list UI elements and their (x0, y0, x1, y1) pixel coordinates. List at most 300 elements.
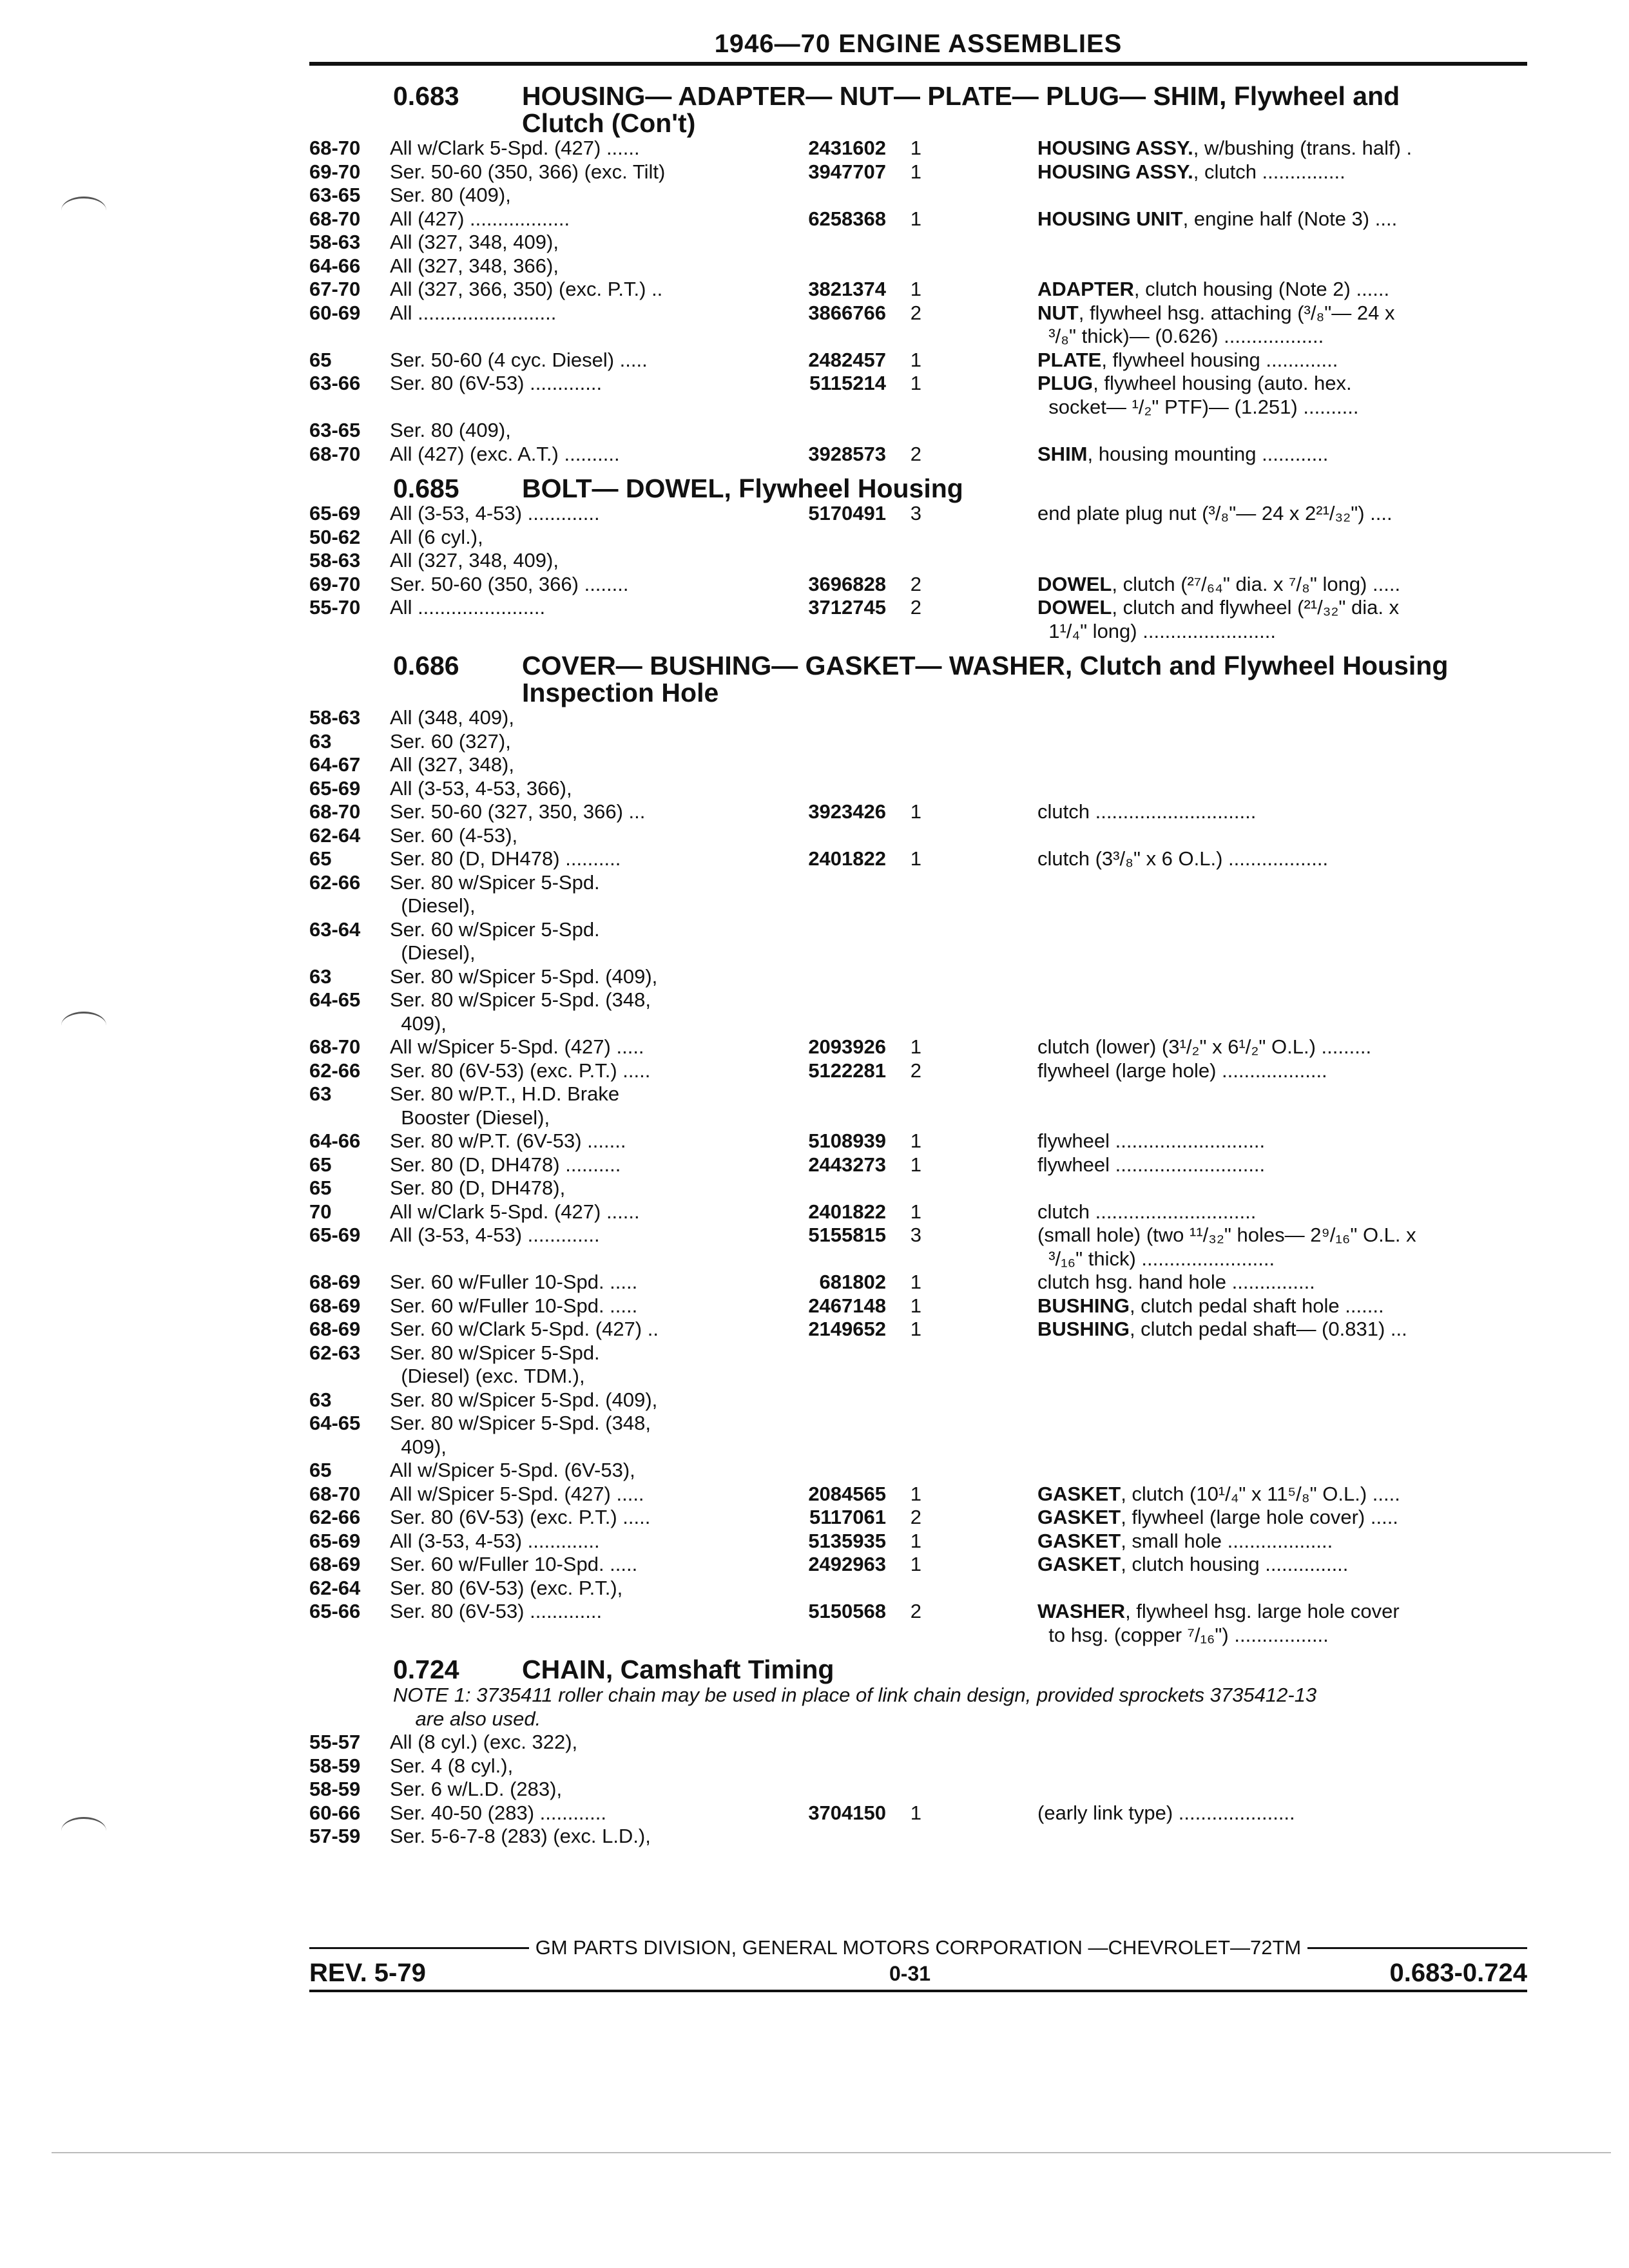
application: Ser. 4 (8 cyl.), (390, 1754, 514, 1777)
parts-row (309, 988, 1527, 1035)
column-gap (921, 965, 1037, 989)
quantity: 1 (910, 800, 921, 823)
part-number: 5117061 (809, 1506, 886, 1528)
parts-row (309, 965, 1527, 989)
parts-row (309, 918, 1527, 965)
application: Ser. 80 w/Spicer 5-Spd. (Diesel), (390, 870, 600, 917)
parts-row (309, 549, 1527, 573)
application: All w/Clark 5-Spd. (427) ...... (390, 137, 640, 159)
part-detail: (early link type) ..................... (1037, 1801, 1295, 1824)
model-years: 62-66 (309, 1059, 361, 1082)
part-number: 3923426 (808, 800, 886, 823)
part-name: GASKET (1037, 1553, 1121, 1575)
column-gap (921, 255, 1037, 278)
column-gap (921, 1483, 1037, 1506)
part-number: 3712745 (808, 596, 886, 619)
part-number (760, 824, 886, 848)
part-number: 3866766 (808, 301, 886, 324)
parts-row (309, 526, 1527, 550)
part-number (760, 1731, 886, 1754)
quantity: 1 (910, 1482, 921, 1505)
column-gap (921, 372, 1037, 419)
description (1037, 372, 1527, 419)
column-gap (921, 1153, 1037, 1177)
model-years: 63 (309, 729, 332, 753)
parts-row (309, 1318, 1527, 1341)
part-number (760, 988, 886, 1035)
description (1037, 800, 1527, 824)
model-years: 68-69 (309, 1294, 361, 1317)
part-number: 3821374 (808, 278, 886, 300)
part-detail: flywheel ........................... (1037, 1153, 1266, 1176)
model-years: 62-63 (309, 1341, 361, 1364)
column-gap (921, 1059, 1037, 1083)
application: Ser. 50-60 (4 cyc. Diesel) ..... (390, 348, 648, 371)
part-detail: , clutch (²⁷/₆₄" dia. x ⁷/₈" long) ..... (1112, 572, 1401, 595)
binding-hole-mark (61, 197, 106, 224)
quantity: 1 (910, 1035, 921, 1058)
quantity: 1 (910, 1529, 921, 1552)
model-years: 68-69 (309, 1271, 361, 1293)
quantity (886, 1778, 921, 1802)
part-number: 3704150 (808, 1801, 886, 1824)
parts-row (309, 278, 1527, 302)
column-gap (921, 777, 1037, 801)
part-number: 2431602 (808, 137, 886, 159)
description (1037, 1129, 1527, 1153)
quantity (886, 824, 921, 848)
part-number: 3947707 (808, 160, 886, 183)
application: All (3-53, 4-53) ............. (390, 1224, 600, 1246)
parts-row (309, 1082, 1527, 1129)
column-gap (921, 824, 1037, 848)
application: Ser. 80 (409), (390, 419, 511, 441)
part-number: 5150568 (808, 1600, 886, 1622)
parts-row (309, 419, 1527, 443)
parts-row (309, 302, 1527, 349)
model-years: 64-65 (309, 988, 361, 1011)
model-years: 68-70 (309, 1035, 361, 1058)
column-gap (921, 502, 1037, 526)
section-number: 0.685 (393, 474, 459, 503)
part-number (760, 255, 886, 278)
part-number: 3928573 (808, 442, 886, 465)
quantity: 1 (910, 1200, 921, 1223)
quantity (886, 1341, 921, 1389)
application: Ser. 60 (327), (390, 729, 511, 753)
model-years: 60-66 (309, 1801, 361, 1824)
model-years: 58-59 (309, 1754, 361, 1777)
column-gap (921, 302, 1037, 349)
column-gap (921, 419, 1037, 443)
description (1037, 1754, 1527, 1778)
description (1037, 1530, 1527, 1553)
application: All (327, 348, 409), (390, 231, 559, 253)
part-number: 5122281 (808, 1059, 886, 1082)
description (1037, 1553, 1527, 1577)
model-years: 63 (309, 965, 332, 988)
parts-row (309, 1129, 1527, 1153)
section-spacer (309, 643, 1527, 647)
parts-row (309, 1200, 1527, 1224)
quantity (886, 1754, 921, 1778)
column-gap (921, 847, 1037, 871)
part-detail: , housing mounting ............ (1087, 442, 1329, 465)
quantity: 2 (910, 301, 921, 324)
description (1037, 1035, 1527, 1059)
footer-section-range: 0.683-0.724 (1389, 1959, 1527, 1987)
model-years: 65 (309, 1459, 332, 1481)
application: All (3-53, 4-53, 366), (390, 776, 572, 800)
application: Ser. 80 w/P.T., H.D. Brake Booster (Diesel), (390, 1082, 620, 1129)
column-gap (921, 1129, 1037, 1153)
parts-row (309, 184, 1527, 207)
model-years: 55-70 (309, 596, 361, 619)
part-name: BUSHING (1037, 1294, 1130, 1317)
section-number: 0.686 (393, 651, 459, 680)
scan-edge-line (52, 2152, 1611, 2153)
part-detail: , clutch housing ............... (1121, 1553, 1349, 1575)
section-number: 0.683 (393, 81, 459, 111)
parts-row (309, 137, 1527, 160)
application: All (327, 348, 366), (390, 254, 559, 277)
quantity: 1 (910, 1553, 921, 1575)
description (1037, 443, 1527, 466)
parts-row (309, 502, 1527, 526)
column-gap (921, 549, 1037, 573)
application: Ser. 80 w/Spicer 5-Spd. (348, 409), (390, 988, 651, 1035)
column-gap (921, 1825, 1037, 1849)
section-number: 0.724 (393, 1655, 459, 1684)
parts-row (309, 1294, 1527, 1318)
parts-row (309, 871, 1527, 918)
quantity: 2 (910, 1059, 921, 1082)
part-number (760, 526, 886, 550)
application: Ser. 60 w/Fuller 10-Spd. ..... (390, 1294, 638, 1317)
application: Ser. 80 (409), (390, 184, 511, 206)
part-detail: flywheel (large hole) ................... (1037, 1059, 1327, 1082)
model-years: 64-66 (309, 254, 361, 277)
column-gap (921, 137, 1037, 160)
column-gap (921, 1318, 1037, 1341)
model-years: 68-70 (309, 137, 361, 159)
description (1037, 1459, 1527, 1483)
quantity: 2 (910, 1600, 921, 1622)
parts-row (309, 1778, 1527, 1802)
part-detail: clutch hsg. hand hole ............... (1037, 1271, 1315, 1293)
column-gap (921, 573, 1037, 597)
footer-publisher (309, 1936, 1527, 1959)
quantity (886, 777, 921, 801)
part-number: 5155815 (808, 1224, 886, 1246)
application: All w/Spicer 5-Spd. (427) ..... (390, 1035, 644, 1058)
part-name: SHIM (1037, 442, 1088, 465)
description (1037, 1412, 1527, 1459)
parts-row (309, 1731, 1527, 1754)
section-header (309, 652, 1527, 706)
part-number: 5170491 (808, 502, 886, 524)
quantity: 2 (910, 572, 921, 595)
column-gap (921, 988, 1037, 1035)
footer-revision: REV. 5-79 (309, 1959, 426, 1987)
application: Ser. 60 w/Fuller 10-Spd. ..... (390, 1553, 638, 1575)
model-years: 65 (309, 1177, 332, 1199)
part-name: GASKET (1037, 1506, 1121, 1528)
section-note: NOTE 1: 3735411 roller chain may be used in place of link chain design, provided sprockets 3735412-13 are also used. (393, 1684, 1317, 1730)
quantity (886, 706, 921, 730)
quantity (886, 1389, 921, 1412)
application: All (427) .................. (390, 207, 570, 230)
quantity: 1 (910, 137, 921, 159)
description (1037, 1294, 1527, 1318)
application: All w/Spicer 5-Spd. (427) ..... (390, 1482, 644, 1505)
model-years: 63-65 (309, 184, 361, 206)
part-name: HOUSING ASSY. (1037, 160, 1193, 183)
parts-row (309, 231, 1527, 255)
part-name: PLATE (1037, 348, 1102, 371)
application: Ser. 60 w/Fuller 10-Spd. ..... (390, 1271, 638, 1293)
part-number (760, 1082, 886, 1129)
column-gap (921, 1389, 1037, 1412)
application: Ser. 80 (D, DH478) .......... (390, 847, 621, 870)
column-gap (921, 1778, 1037, 1802)
parts-row (309, 1035, 1527, 1059)
part-number: 2149652 (808, 1318, 886, 1340)
application: All (327, 348, 409), (390, 549, 559, 572)
part-number (760, 1412, 886, 1459)
part-number: 2084565 (808, 1482, 886, 1505)
quantity (886, 1577, 921, 1600)
part-detail: , clutch ............... (1193, 160, 1345, 183)
column-gap (921, 918, 1037, 965)
quantity: 2 (910, 1506, 921, 1528)
description (1037, 278, 1527, 302)
part-detail: (small hole) (two ¹¹/₃₂" holes— 2⁹/₁₆" O.L. x ³/₁₆" thick) ........................ (1037, 1224, 1416, 1270)
description (1037, 1177, 1527, 1200)
part-number (760, 730, 886, 754)
description (1037, 730, 1527, 754)
quantity (886, 1177, 921, 1200)
quantity: 1 (910, 1801, 921, 1824)
description (1037, 231, 1527, 255)
application: Ser. 80 (6V-53) (exc. P.T.) ..... (390, 1059, 651, 1082)
application: Ser. 80 (6V-53) (exc. P.T.), (390, 1576, 623, 1599)
model-years: 64-67 (309, 753, 361, 776)
description (1037, 1389, 1527, 1412)
description (1037, 1731, 1527, 1754)
model-years: 62-66 (309, 1506, 361, 1528)
quantity: 1 (910, 207, 921, 230)
parts-row (309, 847, 1527, 871)
parts-row (309, 1825, 1527, 1849)
part-number: 2401822 (808, 1200, 886, 1223)
part-number (760, 753, 886, 777)
part-number: 2443273 (808, 1153, 886, 1176)
column-gap (921, 1577, 1037, 1600)
application: Ser. 80 w/P.T. (6V-53) ....... (390, 1129, 626, 1152)
part-detail: , small hole ................... (1121, 1529, 1333, 1552)
description (1037, 1577, 1527, 1600)
description (1037, 1082, 1527, 1129)
parts-row (309, 1059, 1527, 1083)
description (1037, 706, 1527, 730)
column-gap (921, 1754, 1037, 1778)
quantity: 1 (910, 348, 921, 371)
model-years: 68-70 (309, 1482, 361, 1505)
parts-row (309, 730, 1527, 754)
model-years: 58-63 (309, 231, 361, 253)
part-detail: flywheel ........................... (1037, 1129, 1266, 1152)
application: All (3-53, 4-53) ............. (390, 502, 600, 524)
application: Ser. 80 w/Spicer 5-Spd. (348, 409), (390, 1412, 651, 1458)
section-header (309, 475, 1527, 502)
section-spacer (309, 1849, 1527, 1852)
part-number (760, 1459, 886, 1483)
column-gap (921, 526, 1037, 550)
parts-row (309, 824, 1527, 848)
description (1037, 502, 1527, 526)
quantity: 3 (910, 502, 921, 524)
section-title: CHAIN, Camshaft Timing (522, 1655, 834, 1684)
application: Ser. 80 w/Spicer 5-Spd. (Diesel) (exc. TDM.), (390, 1341, 600, 1387)
parts-row (309, 800, 1527, 824)
parts-list (309, 77, 1527, 1852)
part-number (760, 1577, 886, 1600)
quantity (886, 965, 921, 989)
application: All (6 cyl.), (390, 525, 483, 548)
description (1037, 1153, 1527, 1177)
parts-row (309, 255, 1527, 278)
application: All (348, 409), (390, 706, 514, 729)
part-number: 5108939 (808, 1129, 886, 1152)
parts-row (309, 1271, 1527, 1294)
quantity (886, 918, 921, 965)
model-years: 58-63 (309, 706, 361, 729)
description (1037, 184, 1527, 207)
part-number: 5135935 (808, 1529, 886, 1552)
part-number (760, 777, 886, 801)
part-number: 2482457 (808, 348, 886, 371)
model-years: 58-63 (309, 549, 361, 572)
description (1037, 1825, 1527, 1849)
application: All (327, 366, 350) (exc. P.T.) .. (390, 278, 663, 300)
column-gap (921, 349, 1037, 372)
quantity (886, 1412, 921, 1459)
part-number (760, 549, 886, 573)
description (1037, 573, 1527, 597)
footer-publisher-text: GM PARTS DIVISION, GENERAL MOTORS CORPORATION —CHEVROLET—72TM (529, 1936, 1308, 1959)
model-years: 68-70 (309, 800, 361, 823)
part-detail: , clutch and flywheel (²¹/₃₂" dia. x 1¹/₄" long) ........................ (1048, 596, 1400, 642)
quantity: 1 (910, 1294, 921, 1317)
part-number (760, 706, 886, 730)
part-detail: , engine half (Note 3) .... (1182, 207, 1398, 230)
model-years: 65 (309, 348, 332, 371)
description (1037, 137, 1527, 160)
application: All ......................... (390, 301, 557, 324)
application: Ser. 50-60 (350, 366) ........ (390, 572, 629, 595)
section-title: BOLT— DOWEL, Flywheel Housing (522, 474, 963, 503)
column-gap (921, 1200, 1037, 1224)
footer-page-number: 0-31 (889, 1962, 931, 1985)
description (1037, 871, 1527, 918)
binding-hole-mark (61, 1012, 106, 1039)
quantity: 1 (910, 278, 921, 300)
part-number (760, 965, 886, 989)
column-gap (921, 730, 1037, 754)
parts-row (309, 443, 1527, 466)
quantity: 1 (910, 1271, 921, 1293)
part-detail: , flywheel (large hole cover) ..... (1121, 1506, 1398, 1528)
column-gap (921, 1600, 1037, 1647)
description (1037, 965, 1527, 989)
quantity (886, 988, 921, 1035)
section-title: HOUSING— ADAPTER— NUT— PLATE— PLUG— SHIM, Flywheel and Clutch (Con't) (522, 81, 1400, 138)
part-name: HOUSING UNIT (1037, 207, 1183, 230)
application: All (3-53, 4-53) ............. (390, 1529, 600, 1552)
quantity (886, 184, 921, 207)
parts-row (309, 1177, 1527, 1200)
part-detail: end plate plug nut (³/₈"— 24 x 2²¹/₃₂") .... (1037, 502, 1393, 524)
part-name: GASKET (1037, 1482, 1121, 1505)
description (1037, 255, 1527, 278)
description (1037, 1483, 1527, 1506)
quantity (886, 419, 921, 443)
quantity: 1 (910, 1153, 921, 1176)
quantity: 1 (910, 160, 921, 183)
column-gap (921, 706, 1037, 730)
application: Ser. 50-60 (327, 350, 366) ... (390, 800, 646, 823)
parts-row (309, 207, 1527, 231)
part-number (760, 1778, 886, 1802)
page-title: 1946—70 ENGINE ASSEMBLIES (714, 30, 1123, 58)
description (1037, 1200, 1527, 1224)
model-years: 63-66 (309, 372, 361, 394)
part-name: DOWEL (1037, 596, 1112, 619)
model-years: 65-66 (309, 1600, 361, 1622)
application: Ser. 80 (6V-53) ............. (390, 372, 602, 394)
model-years: 69-70 (309, 160, 361, 183)
column-gap (921, 207, 1037, 231)
column-gap (921, 160, 1037, 184)
column-gap (921, 1341, 1037, 1389)
description (1037, 1506, 1527, 1530)
quantity (886, 526, 921, 550)
parts-row (309, 1412, 1527, 1459)
description (1037, 847, 1527, 871)
part-number (760, 918, 886, 965)
column-gap (921, 278, 1037, 302)
part-number (760, 1754, 886, 1778)
part-detail: , clutch housing (Note 2) ...... (1133, 278, 1390, 300)
description (1037, 1600, 1527, 1647)
model-years: 65-69 (309, 1224, 361, 1246)
application: All (427) (exc. A.T.) .......... (390, 442, 620, 465)
description (1037, 824, 1527, 848)
parts-row (309, 1600, 1527, 1647)
model-years: 60-69 (309, 301, 361, 324)
application: All (8 cyl.) (exc. 322), (390, 1731, 578, 1753)
quantity (886, 730, 921, 754)
model-years: 58-59 (309, 1778, 361, 1800)
parts-row (309, 1153, 1527, 1177)
application: Ser. 80 (D, DH478) .......... (390, 1153, 621, 1176)
part-number: 2093926 (808, 1035, 886, 1058)
column-gap (921, 753, 1037, 777)
quantity: 1 (910, 1318, 921, 1340)
part-detail: , flywheel hsg. large hole cover to hsg. (copper ⁷/₁₆") ................. (1048, 1600, 1400, 1646)
parts-row (309, 160, 1527, 184)
